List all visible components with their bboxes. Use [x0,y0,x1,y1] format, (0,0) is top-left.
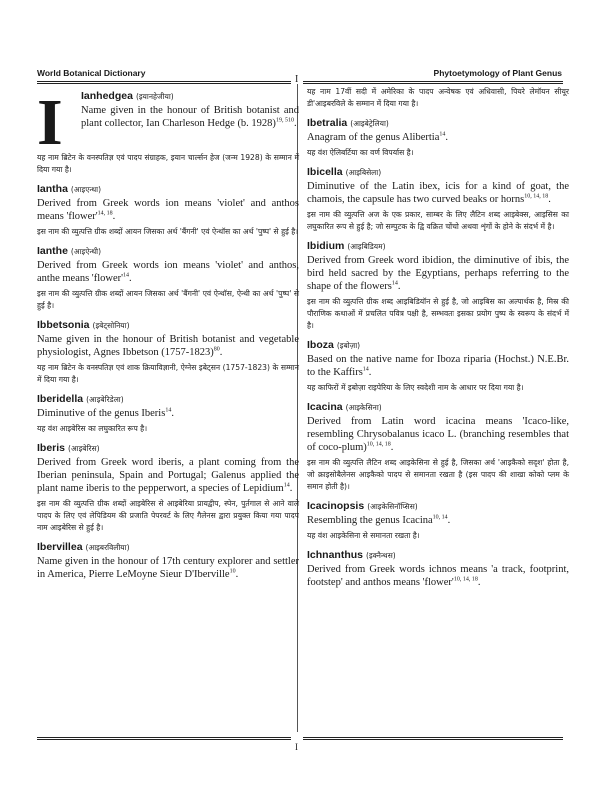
headword [307,500,569,512]
reference-marks: 14 [283,482,290,489]
bottom-page-marker: I [295,742,298,752]
hindi-definition: यह नाम ब्रिटेन के वनस्पतिज्ञ एवं पादप संग्राहक, इयान चार्ल्सन हेज (जन्म 1928) के सम्मान में दिया गया है। [37,153,299,174]
entry-ibicella [307,166,569,233]
headword-hindi: (आइकेसिनॉप्सिस) [367,502,418,511]
header-rule-right [303,81,563,84]
headword [307,401,569,413]
headword-text: Ianthe [37,245,68,257]
entry-ibervillea [37,541,299,581]
headword-hindi: (इक्नैन्थस) [366,551,396,560]
headword-text: Ianhedgea [81,90,133,102]
entry-ianthe [37,245,299,312]
headword-hindi: (आइऐन्थी) [70,247,102,256]
entry-ibbetsonia [37,319,299,386]
entry-ibetralia [307,117,569,159]
reference-marks: 14 [123,272,129,279]
english-definition: Name given in the honour of British botanist and plant collector, Ian Charleson Hedge (b. 1928)$^{19, 510}$. [81,105,299,129]
hindi-definition: इस नाम की व्युत्पत्ति लैटिन शब्द आइकेसिना से हुई है, जिसका अर्थ 'आइकैको सदृश' होता है, जो क्राइसोबैलेनस आइकैको पादप से समानता रखता है (इस पादप की शाखा कोको प्लम के समान होती है)। [307,458,569,491]
english-definition: Resembling the genus Icacina$^{10, 14}$. [307,514,451,526]
headword [307,549,569,561]
english-text: Derived from Greek word ibidion, the diminutive of ibis, the bird held sacred by the Egyptians, perhaps referring to the shape of the flowers [307,255,569,292]
entry-iberis [37,442,299,534]
english-definition: Name given in the honour of British botanist and vegetable physiologist, Agnes Ibbetson (1757-1823)$^{80}$. [37,334,299,358]
left-column [37,86,299,588]
headword-text: Ibidium [307,240,345,252]
reference-marks: 14 [391,280,398,287]
headword [307,166,569,178]
reference-marks: 14, 18 [97,210,113,217]
english-definition: Based on the native name for Iboza riparia (Hochst.) N.E.Br. to the Kaffirs$^{14}$. [307,354,569,378]
reference-marks: 14 [362,366,369,373]
reference-marks: 10, 14 [432,514,448,521]
headword-text: Iberis [37,442,66,454]
hindi-definition: यह काफिरों में इबोज़ा राइपेरिया के लिए स्वदेशी नाम के आधार पर दिया गया है। [307,383,524,392]
headword [37,245,299,257]
english-definition: Derived from Greek words ion means 'violet' and anthos, anthe means '$flower'^{14}$. [37,260,299,284]
english-text: Derived from Greek words ichnos means 'a track, footprint, footstep' and anthos means 'flower' [307,564,569,588]
headword-hindi: (इयानहेजीया) [135,92,174,101]
headword-text: Iantha [37,183,68,195]
hindi-definition: यह नाम ब्रिटेन के वनस्पतिज्ञ एवं शाक क्रियाविज्ञानी, ऐग्नेस इबेट्सन (1757-1823) के सम्मान में दिया गया है। [37,363,299,384]
english-text: Diminutive of the Latin ibex, icis for a kind of goat, the chamois, the capsule has two curved beaks or horns [307,181,569,205]
english-text: Name given in the honour of British botanist and plant collector, Ian Charleson Hedge (b. 1928) [81,105,299,129]
headword-text: Ibicella [307,166,343,178]
headword [37,183,299,195]
reference-marks: 14 [439,131,446,138]
english-text: Based on the native name for Iboza riparia (Hochst.) N.E.Br. to the Kaffirs [307,354,569,378]
english-text: Derived from Greek words ion means 'violet' and anthos means 'flower' [37,198,299,222]
hindi-definition: यह वंश आइकेसिना से समानता रखता है। [307,531,420,540]
english-definition: Name given in the honour of 17th century explorer and settler in America, Pierre LeMoyne Sieur D'Iberville$^{10}$. [37,556,299,580]
hindi-definition: इस नाम की व्युत्पत्ति ग्रीक शब्दों आइबेरिस से आइबेरिया प्रायद्वीप, स्पेन, पुर्तगाल से आने वाले पादप के लिए एवं लेपिडियम की प्रजाति पेपरवर्ट के लिए गैलेनस द्वारा प्रयुक्त किया गया पादप नाम आइबेरिस से हुई है। [37,499,299,532]
english-text: Anagram of the genus Alibertia [307,132,440,143]
headword-hindi: (आइबेरिस) [68,444,100,453]
headword-hindi: (आइबेट्रेलिया) [350,119,389,128]
headword-hindi: (इबोज़ा) [336,341,361,350]
headword-hindi: (आइबिसेला) [345,168,382,177]
english-definition: Derived from Greek word ibidion, the diminutive of ibis, the bird held sacred by the Egyptians, perhaps referring to the shape of the flowers$^{14}$. [307,255,569,292]
entry-ibervillea-continued [307,86,569,110]
reference-marks: 19, 510 [275,117,294,124]
english-text: Resembling the genus Icacina [307,515,433,526]
english-definition: Derived from Greek words ichnos means 'a track, footprint, footstep' and anthos means '$flower'^{10, 14, 18}$. [307,564,569,588]
header-rule-left [37,81,291,84]
headword-hindi: (आइकेसिना) [345,403,382,412]
headword-text: Iboza [307,339,334,351]
top-page-marker: I [295,74,299,85]
headword-text: Iberidella [37,393,84,405]
headword [37,541,299,553]
footer-rule-left [37,737,291,740]
english-text: Diminutive of the genus Iberis [37,408,166,419]
hindi-definition: इस नाम की व्युत्पत्ति अज के एक प्रकार, साम्बर के लिए लैटिन शब्द आइबेक्स, आइसिस का लघुकारित रूप से हुई है; जो सम्पुटक के द्वि वक्रित चोंचो अथवा शृंगों के होने के संदर्भ में है। [307,210,569,231]
english-definition: Derived from Greek word iberis, a plant coming from the Iberian peninsula, Spain and Portugal; Galenus applied the plant name iberis to the pepperwort, a species of Lepidium$^{14}$. [37,457,299,494]
english-definition: Derived from Greek words ion means 'violet' and anthos means '$flower'^{14, 18}$. [37,198,299,222]
english-text: Derived from Latin word icacina means 'Icaco-like, resembling Chrysobalanus icaco L. (branching resembles that of coco-plum) [307,416,569,453]
entry-iberidella [37,393,299,435]
hindi-definition: यह नाम 17वीं सदी में अमेरिका के पादप अन्वेषक एवं अधिवासी, पियरे लेमॉयन सीयूर डी'आइबरविले के सम्मान में दिया गया है। [307,87,569,108]
entry-iantha [37,183,299,238]
hindi-definition: इस नाम की व्युत्पत्ति ग्रीक शब्दों आयन जिसका अर्थ 'बैंगनी' एवं ऐन्थॉस का अर्थ 'पुष्प' से हुई है। [37,227,299,236]
running-header-left: World Botanical Dictionary [37,68,146,78]
headword-text: Ichnanthus [307,549,364,561]
entry-ianhedgea [37,86,299,176]
headword-hindi: (आइबिडियम) [347,242,386,251]
headword [37,90,299,102]
headword-hindi: (इबेट्सोनिया) [92,321,130,330]
headword [307,339,569,351]
headword [37,442,299,454]
hindi-definition: इस नाम की व्युत्पत्ति ग्रीक शब्द आइबिडियॉन से हुई है, जो आइबिस का अल्पार्थक है, मिस्र की पौराणिक कथाओं में प्रचलित पवित्र पक्षी है, सम्भवतः इसका प्रयोग पुष्प के स्वरूप के संदर्भ में है। [307,297,569,330]
entry-ibidium [307,240,569,332]
headword-hindi: (आइएन्था) [70,185,102,194]
hindi-definition: इस नाम की व्युत्पत्ति ग्रीक शब्दों आयन जिसका अर्थ 'बैंगनी' एवं ऐन्थॉस, ऐन्थी का अर्थ 'पुष्प' से हुई है। [37,289,299,310]
headword-text: Ibervillea [37,541,83,553]
footer-rule-right [303,737,563,740]
right-column [307,86,569,596]
entry-iboza [307,339,569,394]
english-text: Name given in the honour of 17th century explorer and settler in America, Pierre LeMoyne Sieur D'Iberville [37,556,299,580]
english-definition: Diminutive of the Latin ibex, icis for a kind of goat, the chamois, the capsule has two curved beaks or horns$^{10, 14, 18}$. [307,181,569,205]
headword [307,240,569,252]
english-definition: Diminutive of the genus Iberis$^{14}$. [37,407,174,419]
headword-text: Icacina [307,401,343,413]
english-text: Derived from Greek words ion means 'violet' and anthos, anthe means 'flower' [37,260,299,284]
headword [307,117,569,129]
reference-marks: 10, 14, 18 [366,441,391,448]
headword-text: Ibbetsonia [37,319,90,331]
reference-marks: 14 [165,407,172,414]
reference-marks: 80 [213,346,220,353]
headword-text: Ibetralia [307,117,348,129]
english-text: Derived from Greek word iberis, a plant coming from the Iberian peninsula, Spain and Portugal; Galenus applied the plant name iberis to the pepperwort, a species of Lepidium [37,457,299,494]
english-definition: Anagram of the genus Alibertia$^{14}$. [307,131,449,143]
hindi-definition: यह वंश आइबेरिस का लघुकारित रूप है। [37,424,148,433]
headword-text: Icacinopsis [307,500,365,512]
headword [37,319,299,331]
drop-cap-letter: I [37,86,63,159]
reference-marks: 10, 14, 18 [453,576,478,583]
reference-marks: 10 [229,568,236,575]
running-header-right: Phytoetymology of Plant Genus [433,68,562,78]
hindi-definition: यह वंश ऐलिबर्टिया का वर्ण विपर्यास है। [307,148,414,157]
entry-ichnanthus [307,549,569,589]
entry-icacinopsis [307,500,569,542]
english-text: Name given in the honour of British botanist and vegetable physiologist, Agnes Ibbetson (1757-1823) [37,334,299,358]
headword-hindi: (आइबेरिडेला) [86,395,124,404]
reference-marks: 10, 14, 18 [524,193,549,200]
headword-hindi: (आइबरविलीया) [85,543,130,552]
headword [37,393,299,405]
english-definition: Derived from Latin word icacina means 'Icaco-like, resembling Chrysobalanus icaco L. (branching resembles that of coco-plum)$^{10, 14, 18}$. [307,416,569,453]
entry-icacina [307,401,569,493]
